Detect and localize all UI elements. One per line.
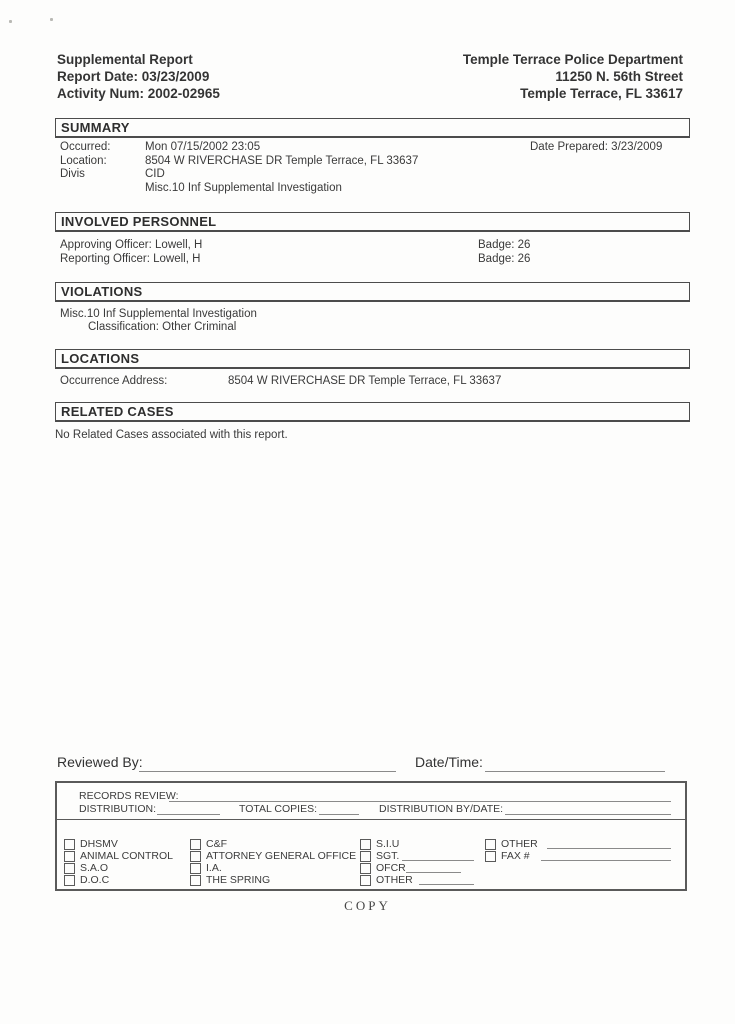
occurrence-address-label: Occurrence Address: <box>60 375 168 387</box>
distribution-label: DISTRIBUTION: <box>79 803 157 815</box>
checkbox-label-sgt: SGT. <box>376 850 400 862</box>
approving-officer-badge: Badge: 26 <box>478 239 531 251</box>
occurrence-address-value: 8504 W RIVERCHASE DR Temple Terrace, FL 33637 <box>228 375 502 387</box>
related-cases-text: No Related Cases associated with this report. <box>55 429 288 441</box>
box-divider <box>57 819 685 820</box>
checkbox-label-the-spring: THE SPRING <box>206 874 271 886</box>
report-title: Supplemental Report <box>57 52 193 67</box>
summary-occurred-value: Mon 07/15/2002 23:05 <box>145 141 261 153</box>
summary-division-label: Divis <box>60 168 85 180</box>
summary-occurred-label: Occurred: <box>60 141 111 153</box>
records-review-line <box>169 800 671 802</box>
other4-line <box>547 847 671 849</box>
reviewed-by-label: Reviewed By: <box>57 754 143 770</box>
ofcr-line <box>406 871 461 873</box>
summary-offense-value: Misc.10 Inf Supplemental Investigation <box>145 182 342 194</box>
checkbox-label-cf: C&F <box>206 838 227 850</box>
checkbox-sao[interactable] <box>64 863 75 874</box>
department-header <box>463 51 683 102</box>
activity-number: Activity Num: 2002-02965 <box>57 86 220 101</box>
total-copies-line <box>319 813 359 815</box>
total-copies-label: TOTAL COPIES: <box>239 803 317 815</box>
summary-row-occurred <box>0 141 735 155</box>
scan-speck <box>9 20 12 23</box>
checkbox-other4[interactable] <box>485 839 496 850</box>
related-cases-row <box>0 429 735 443</box>
checkbox-siu[interactable] <box>360 839 371 850</box>
review-signature-row <box>57 754 687 776</box>
department-city: Temple Terrace, FL 33617 <box>520 86 683 101</box>
reporting-officer-badge: Badge: 26 <box>478 253 531 265</box>
distribution-line <box>157 813 220 815</box>
fax-line <box>541 859 671 861</box>
checkbox-label-sao: S.A.O <box>80 862 109 874</box>
report-date: Report Date: 03/23/2009 <box>57 69 210 84</box>
location-row <box>0 375 735 389</box>
checkbox-label-ia: I.A. <box>206 862 222 874</box>
checkbox-label-doc: D.O.C <box>80 874 110 886</box>
reporting-officer: Reporting Officer: Lowell, H <box>60 253 201 265</box>
report-header-left <box>57 51 220 102</box>
checkbox-label-siu: S.I.U <box>376 838 400 850</box>
checkbox-label-attorney-general: ATTORNEY GENERAL OFFICE <box>206 850 357 862</box>
section-header-summary: SUMMARY <box>55 118 690 138</box>
personnel-row-reporting <box>0 253 735 267</box>
scan-speck <box>50 18 53 21</box>
checkbox-cf[interactable] <box>190 839 201 850</box>
violation-classification: Classification: Other Criminal <box>88 321 237 333</box>
checkbox-label-ofcr: OFCR <box>376 862 406 874</box>
section-header-locations: LOCATIONS <box>55 349 690 369</box>
section-header-violations: VIOLATIONS <box>55 282 690 302</box>
checkbox-attorney-general[interactable] <box>190 851 201 862</box>
checkbox-label-other4: OTHER <box>501 838 538 850</box>
checkbox-animal-control[interactable] <box>64 851 75 862</box>
distribution-bydate-label: DISTRIBUTION BY/DATE: <box>379 803 504 815</box>
sgt-line <box>402 859 474 861</box>
records-distribution-box <box>55 781 687 891</box>
checkbox-ia[interactable] <box>190 863 201 874</box>
checkbox-dhsmv[interactable] <box>64 839 75 850</box>
checkbox-the-spring[interactable] <box>190 875 201 886</box>
checkbox-doc[interactable] <box>64 875 75 886</box>
checkbox-label-fax: FAX # <box>501 850 530 862</box>
other3-line <box>419 883 474 885</box>
datetime-label: Date/Time: <box>415 754 483 770</box>
violation-classification-row <box>0 321 735 335</box>
approving-officer: Approving Officer: Lowell, H <box>60 239 203 251</box>
section-header-related-cases: RELATED CASES <box>55 402 690 422</box>
datetime-line <box>485 770 665 772</box>
section-header-personnel: INVOLVED PERSONNEL <box>55 212 690 232</box>
checkbox-ofcr[interactable] <box>360 863 371 874</box>
summary-location-value: 8504 W RIVERCHASE DR Temple Terrace, FL 33637 <box>145 155 419 167</box>
summary-row-offense <box>0 182 735 196</box>
department-name: Temple Terrace Police Department <box>462 52 683 67</box>
checkbox-label-animal-control: ANIMAL CONTROL <box>80 850 173 862</box>
checkbox-label-dhsmv: DHSMV <box>80 838 118 850</box>
checkbox-fax[interactable] <box>485 851 496 862</box>
personnel-row-approving <box>0 239 735 253</box>
summary-row-location <box>0 155 735 169</box>
distribution-bydate-line <box>505 813 671 815</box>
summary-row-division <box>0 168 735 182</box>
department-street: 11250 N. 56th Street <box>555 69 683 84</box>
summary-location-label: Location: <box>60 155 107 167</box>
reviewed-by-line <box>139 770 396 772</box>
checkbox-label-other3: OTHER <box>376 874 413 886</box>
records-review-label: RECORDS REVIEW: <box>79 790 179 802</box>
violation-row <box>0 308 735 322</box>
checkbox-other3[interactable] <box>360 875 371 886</box>
checkbox-sgt[interactable] <box>360 851 371 862</box>
violation-description: Misc.10 Inf Supplemental Investigation <box>60 308 257 320</box>
summary-division-value: CID <box>145 168 165 180</box>
copy-stamp: COPY <box>344 898 391 913</box>
date-prepared: Date Prepared: 3/23/2009 <box>530 141 663 153</box>
